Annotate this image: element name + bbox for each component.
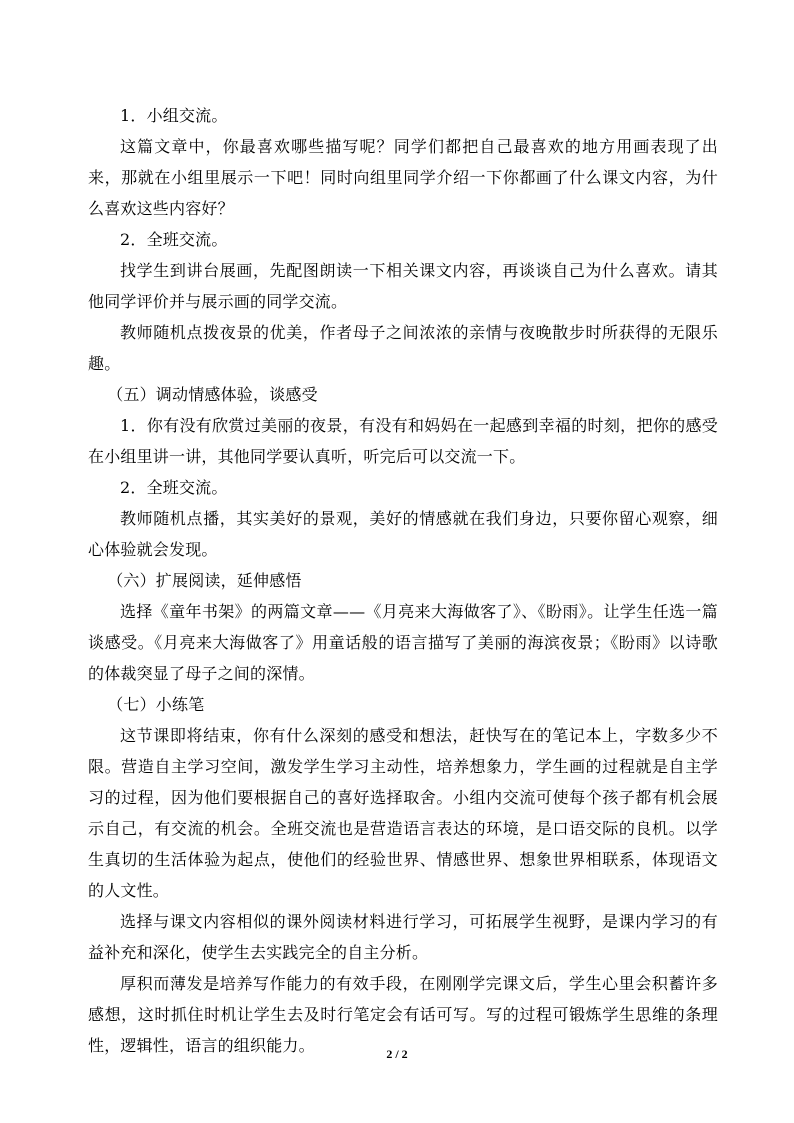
list-item-class-exchange: 2．全班交流。 bbox=[120, 478, 228, 497]
list-item-class-exchange: 2．全班交流。 bbox=[120, 230, 228, 249]
paragraph: 找学生到讲台展画，先配图朗读一下相关课文内容，再谈谈自己为什么喜欢。请其他同学评价并与展示画的同学交流。 bbox=[88, 261, 718, 311]
paragraph: 这节课即将结束，你有什么深刻的感受和想法，赶快写在的笔记本上，字数多少不限。营造自主学习空间，激发学生学习主动性，培养想象力，学生画的过程就是自主学习的过程，因为他们要根据自己的喜好选择取舍。小组内交流可使每个孩子都有机会展示自己，有交流的机会。全班交流也是营造语言表达的环境，是口语交际的良机。以学生真切的生活体验为起点，使他们的经验世界、情感世界、想象世界相联系，体现语文的人文性。 bbox=[88, 726, 718, 900]
section-heading: （五）调动情感体验，谈感受 bbox=[107, 385, 318, 404]
paragraph: 选择《童年书架》的两篇文章——《月亮来大海做客了》、《盼雨》。让学生任选一篇谈感受。《月亮来大海做客了》用童话般的语言描写了美丽的海滨夜景；《盼雨》以诗歌的体裁突显了母子之间的深情。 bbox=[88, 602, 718, 683]
section-heading: （七）小练笔 bbox=[107, 695, 205, 714]
section-heading: （六）扩展阅读，延伸感悟 bbox=[107, 571, 302, 590]
paragraph: 厚积而薄发是培养写作能力的有效手段，在刚刚学完课文后，学生心里会积蓄许多感想，这时抓住时机让学生去及时行笔定会有话可写。写的过程可锻炼学生思维的条理性，逻辑性，语言的组织能力。 bbox=[88, 974, 718, 1055]
paragraph: 这篇文章中，你最喜欢哪些描写呢？同学们都把自己最喜欢的地方用画表现了出来，那就在小组里展示一下吧！同时向组里同学介绍一下你都画了什么课文内容，为什么喜欢这些内容好？ bbox=[88, 137, 718, 218]
paragraph: 1．你有没有欣赏过美丽的夜景，有没有和妈妈在一起感到幸福的时刻，把你的感受在小组里讲一讲，其他同学要认真听，听完后可以交流一下。 bbox=[88, 416, 718, 466]
paragraph: 选择与课文内容相似的课外阅读材料进行学习，可拓展学生视野，是课内学习的有益补充和深化，使学生去实践完全的自主分析。 bbox=[88, 912, 718, 962]
document-body bbox=[88, 100, 718, 1061]
list-item-small-group-exchange: 1．小组交流。 bbox=[120, 106, 228, 125]
paragraph: 教师随机点拨夜景的优美，作者母子之间浓浓的亲情与夜晚散步时所获得的无限乐趣。 bbox=[88, 323, 718, 373]
paragraph: 教师随机点播，其实美好的景观，美好的情感就在我们身边，只要你留心观察，细心体验就会发现。 bbox=[88, 509, 718, 559]
page-number: 2 / 2 bbox=[386, 1047, 408, 1061]
